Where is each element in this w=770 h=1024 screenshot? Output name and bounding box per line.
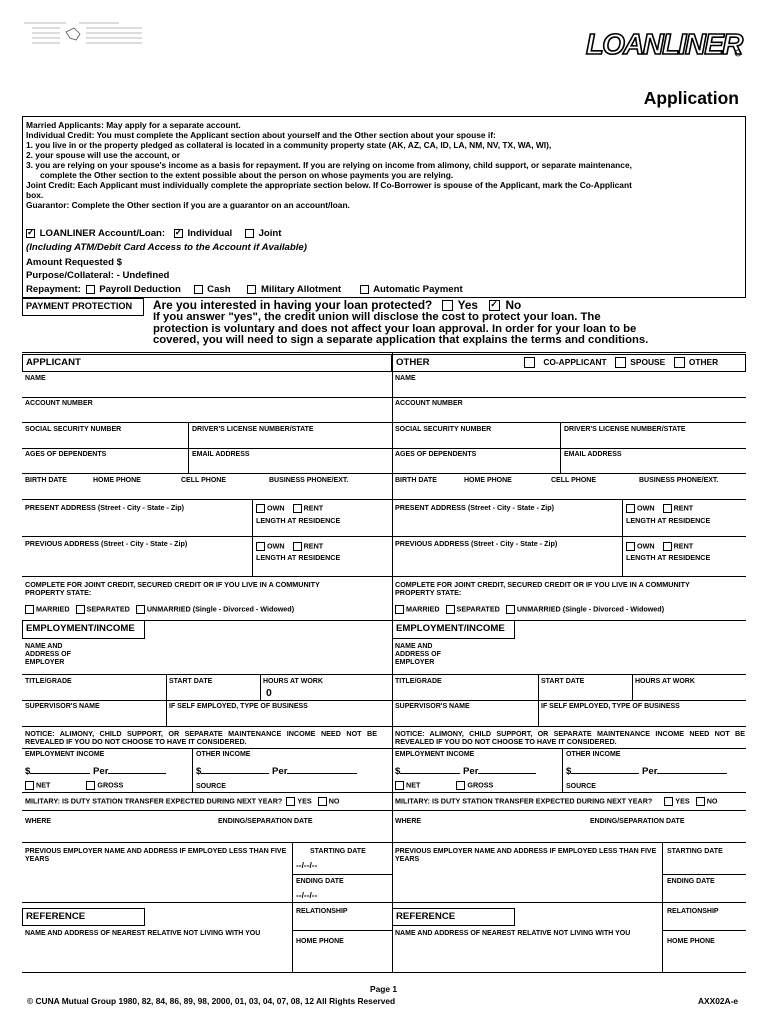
applicant-ending-date-value[interactable]: --/--/--: [296, 890, 318, 900]
other-birth-label: BIRTH DATE: [395, 477, 437, 484]
protection-line: protection is voluntary and does not affect your loan approval. In order for your loan to be: [153, 322, 637, 335]
intro-line: box.: [26, 190, 44, 200]
emp-income-period-field[interactable]: [108, 764, 166, 774]
applicant-previous-length-label: LENGTH AT RESIDENCE: [256, 553, 341, 562]
other-emp-income-row: [395, 764, 536, 778]
unmarried-label: UNMARRIED (Single - Divorced - Widowed): [146, 604, 295, 614]
individual-label: Individual: [187, 228, 233, 239]
rent-label: RENT: [303, 503, 324, 513]
grid-line: [166, 674, 167, 700]
other-income-period-field[interactable]: [287, 764, 357, 774]
account-type-row: [26, 228, 281, 240]
other-header: OTHER: [392, 354, 746, 372]
applicant-start-date-label: START DATE: [169, 678, 213, 685]
rent-label: RENT: [673, 503, 694, 513]
center-divider: [392, 352, 393, 972]
form-id: AXX02A-e: [698, 996, 739, 1006]
previous-rent-checkbox[interactable]: [293, 542, 302, 551]
grid-line: [260, 674, 261, 700]
other-supervisor-label: SUPERVISOR'S NAME: [395, 703, 470, 710]
grid-line: [538, 674, 539, 700]
other-previous-length-label: LENGTH AT RESIDENCE: [626, 553, 711, 562]
unmarried-checkbox[interactable]: [136, 605, 145, 614]
other-ending-date-label: ENDING DATE: [667, 878, 715, 885]
applicant-business-label: BUSINESS PHONE/EXT.: [269, 477, 349, 484]
other-present-rent-checkbox[interactable]: [663, 504, 672, 513]
protection-line: If you answer "yes", the credit union will disclose the cost to protect your loan. The: [153, 311, 601, 323]
other-previous-address-label: PREVIOUS ADDRESS (Street - City - State - Zip): [395, 539, 558, 548]
other-military-yes-checkbox[interactable]: [664, 797, 673, 806]
dollar-sign: $: [25, 766, 31, 777]
other-present-length-label: LENGTH AT RESIDENCE: [626, 516, 711, 525]
grid-line: [22, 792, 746, 793]
applicant-ages-label: AGES OF DEPENDENTS: [25, 451, 107, 458]
applicant-income-notice: NOTICE: ALIMONY, CHILD SUPPORT, OR SEPARATE MAINTENANCE INCOME NEED NOT BE REVEALED IF YOU DO NOT CHOOSE TO HAVE IT CONSIDERED.: [25, 729, 377, 746]
other-present-address-label: PRESENT ADDRESS (Street - City - State - Zip): [395, 503, 555, 512]
other-emp-income-label: EMPLOYMENT INCOME: [395, 751, 475, 758]
military-yes-checkbox[interactable]: [286, 797, 295, 806]
grid-line: [22, 748, 392, 749]
applicant-name-label: NAME: [25, 375, 46, 382]
intro-line: Married Applicants: May apply for a separate account.: [26, 120, 241, 130]
other-email-label: EMAIL ADDRESS: [564, 451, 622, 458]
other-dl-label: DRIVER'S LICENSE NUMBER/STATE: [564, 426, 686, 433]
applicant-previous-address-label: PREVIOUS ADDRESS (Street - City - State - Zip): [25, 539, 188, 548]
applicant-email-label: EMAIL ADDRESS: [192, 451, 250, 458]
other-net-gross: [395, 781, 493, 790]
payment-protection-header: PAYMENT PROTECTION: [22, 298, 144, 316]
grid-line: [392, 748, 746, 749]
present-own-checkbox[interactable]: [256, 504, 265, 513]
grid-line: [22, 972, 746, 973]
per-label: Per: [463, 766, 479, 777]
grid-line: [22, 352, 746, 353]
applicant-hours-value: 0: [266, 688, 272, 699]
dollar-sign: $: [395, 766, 401, 777]
intro-line: Guarantor: Complete the Other section if you are a guarantor on an account/loan.: [26, 200, 350, 210]
military-question: MILITARY: IS DUTY STATION TRANSFER EXPECTED DURING NEXT YEAR?: [395, 796, 653, 806]
other-marital-status: [395, 605, 664, 614]
other-business-label: BUSINESS PHONE/EXT.: [639, 477, 719, 484]
other-previous-rent-checkbox[interactable]: [663, 542, 672, 551]
military-yes-label: YES: [675, 796, 690, 806]
rent-label: RENT: [303, 541, 324, 551]
rent-label: RENT: [673, 541, 694, 551]
other-emp-income-period-field[interactable]: [478, 764, 536, 774]
own-label: OWN: [637, 503, 655, 513]
protection-no-label: No: [505, 298, 522, 312]
protection-yes-label: Yes: [457, 298, 478, 312]
spouse-checkbox[interactable]: [615, 357, 626, 368]
loanliner-logo: [584, 24, 744, 60]
separated-checkbox[interactable]: [76, 605, 85, 614]
loanliner-checkbox[interactable]: [26, 229, 35, 238]
other-self-employed-label: IF SELF EMPLOYED, TYPE OF BUSINESS: [541, 703, 680, 710]
other-present-own-checkbox[interactable]: [626, 504, 635, 513]
other-cell-label: CELL PHONE: [551, 477, 596, 484]
other-employer-label: NAME AND ADDRESS OF EMPLOYER: [395, 643, 441, 666]
emp-income-amount-field[interactable]: [30, 764, 90, 774]
other-income-amount-field[interactable]: [201, 764, 269, 774]
applicant-self-employed-label: IF SELF EMPLOYED, TYPE OF BUSINESS: [169, 703, 308, 710]
other-other-income-row: [566, 764, 727, 778]
other-ending-sep-label: ENDING/SEPARATION DATE: [590, 818, 685, 825]
married-checkbox[interactable]: [25, 605, 34, 614]
military-no-label: NO: [328, 796, 340, 806]
payroll-deduction-label: Payroll Deduction: [99, 284, 181, 295]
repayment-label: Repayment:: [26, 284, 81, 295]
gross-label: GROSS: [467, 780, 494, 790]
applicant-ending-date-label: ENDING DATE: [296, 878, 344, 885]
applicant-where-label: WHERE: [25, 818, 52, 825]
protection-no-checkbox[interactable]: [489, 300, 500, 311]
protection-line: covered, you will need to sign a separate application that explains the terms and conditions.: [153, 334, 649, 347]
military-allotment-label: Military Allotment: [260, 284, 342, 295]
other-ages-label: AGES OF DEPENDENTS: [395, 451, 477, 458]
other-reference-header: REFERENCE: [392, 908, 515, 926]
applicant-military-row: [25, 797, 339, 806]
grid-line: [22, 902, 746, 903]
grid-line: [562, 748, 563, 792]
grid-line: [22, 810, 746, 811]
separated-label: SEPARATED: [86, 604, 130, 614]
page-title: Application: [643, 88, 739, 108]
grid-line: [662, 842, 663, 972]
other-relationship-label: RELATIONSHIP: [667, 908, 719, 915]
other-source-label: SOURCE: [566, 783, 596, 790]
per-label: Per: [642, 766, 658, 777]
other-role-label: OTHER: [688, 357, 719, 367]
applicant-ref-home-phone-label: HOME PHONE: [296, 938, 344, 945]
protection-yes-checkbox[interactable]: [442, 300, 453, 311]
co-applicant-checkbox[interactable]: [524, 357, 535, 368]
applicant-previous-own-rent: [256, 542, 323, 551]
other-relative-label: NAME AND ADDRESS OF NEAREST RELATIVE NOT LIVING WITH YOU: [395, 930, 631, 937]
grid-line: [22, 674, 746, 675]
applicant-cell-label: CELL PHONE: [181, 477, 226, 484]
grid-line: [538, 700, 539, 726]
intro-line: 1. you live in or the property pledged as collateral is located in a community property state (AK, AZ, CA, ID, LA, NM, NV, TX, WA, WI),: [26, 140, 552, 150]
individual-checkbox[interactable]: [174, 229, 183, 238]
atm-note: (Including ATM/Debit Card Access to the Account if Available): [26, 242, 307, 253]
other-income-notice: NOTICE: ALIMONY, CHILD SUPPORT, OR SEPARATE MAINTENANCE INCOME NEED NOT BE REVEALED IF YOU DO NOT CHOOSE TO HAVE IT CONSIDERED.: [395, 729, 745, 746]
other-net-checkbox[interactable]: [395, 781, 404, 790]
applicant-present-address-label: PRESENT ADDRESS (Street - City - State - Zip): [25, 503, 185, 512]
present-rent-checkbox[interactable]: [293, 504, 302, 513]
applicant-starting-date-label: STARTING DATE: [310, 848, 366, 855]
applicant-employer-label: NAME AND ADDRESS OF EMPLOYER: [25, 643, 71, 666]
grid-line: [662, 930, 746, 931]
other-military-no-checkbox[interactable]: [696, 797, 705, 806]
other-other-income-amount-field[interactable]: [571, 764, 639, 774]
grid-line: [560, 422, 561, 473]
grid-line: [188, 422, 189, 473]
applicant-other-income-row: [196, 764, 357, 778]
address-fineprint-graphic: [24, 20, 144, 58]
other-other-income-label: OTHER INCOME: [566, 751, 621, 758]
other-emp-income-amount-field[interactable]: [400, 764, 460, 774]
other-start-date-label: START DATE: [541, 678, 585, 685]
grid-line: [166, 700, 167, 726]
other-present-own-rent: [626, 504, 693, 513]
protection-body: [153, 312, 693, 347]
grid-line: [22, 473, 746, 474]
credit-union-address-block: [24, 20, 144, 60]
grid-line: [622, 499, 623, 576]
applicant-source-label: SOURCE: [196, 783, 226, 790]
applicant-ending-sep-label: ENDING/SEPARATION DATE: [218, 818, 313, 825]
grid-line: [22, 726, 746, 727]
gross-label: GROSS: [97, 780, 124, 790]
grid-line: [22, 448, 746, 449]
own-label: OWN: [267, 541, 285, 551]
other-home-phone-label: HOME PHONE: [464, 477, 512, 484]
net-label: NET: [406, 780, 421, 790]
applicant-home-phone-label: HOME PHONE: [93, 477, 141, 484]
intro-line: 2. your spouse will use the account, or: [26, 150, 181, 160]
applicant-present-length-label: LENGTH AT RESIDENCE: [256, 516, 341, 525]
grid-line: [632, 674, 633, 700]
applicant-other-income-label: OTHER INCOME: [196, 751, 251, 758]
grid-line: [292, 842, 293, 972]
grid-line: [22, 576, 746, 577]
grid-line: [252, 499, 253, 576]
applicant-dl-label: DRIVER'S LICENSE NUMBER/STATE: [192, 426, 314, 433]
other-prev-employer-label: PREVIOUS EMPLOYER NAME AND ADDRESS IF EMPLOYED LESS THAN FIVE YEARS: [395, 848, 657, 863]
intro-line: complete the Other section to the extent possible about the person on whose payments you are relying.: [40, 170, 454, 180]
protection-question: Are you interested in having your loan protected?: [153, 298, 433, 312]
automatic-payment-checkbox[interactable]: [360, 285, 369, 294]
other-military-row: [395, 797, 717, 806]
other-employment-header: EMPLOYMENT/INCOME: [392, 620, 515, 639]
joint-checkbox[interactable]: [245, 229, 254, 238]
loanliner-account-label: LOANLINER Account/Loan:: [39, 228, 166, 239]
applicant-employment-header: EMPLOYMENT/INCOME: [22, 620, 145, 639]
dollar-sign: $: [196, 766, 202, 777]
purpose-collateral: Purpose/Collateral: - Undefined: [26, 270, 170, 281]
other-previous-own-checkbox[interactable]: [626, 542, 635, 551]
military-question: MILITARY: IS DUTY STATION TRANSFER EXPECTED DURING NEXT YEAR?: [25, 796, 283, 806]
grid-line: [292, 874, 392, 875]
other-hours-label: HOURS AT WORK: [635, 678, 695, 685]
intro-text: [26, 120, 744, 210]
other-previous-own-rent: [626, 542, 693, 551]
married-label: MARRIED: [36, 604, 70, 614]
applicant-present-own-rent: [256, 504, 323, 513]
cash-label: Cash: [207, 284, 231, 295]
grid-line: [192, 748, 193, 792]
grid-line: [22, 499, 746, 500]
applicant-title-grade-label: TITLE/GRADE: [25, 678, 72, 685]
joint-label: Joint: [258, 228, 282, 239]
own-label: OWN: [267, 503, 285, 513]
per-label: Per: [93, 766, 109, 777]
other-other-income-period-field[interactable]: [657, 764, 727, 774]
unmarried-label: UNMARRIED (Single - Divorced - Widowed): [516, 604, 665, 614]
military-no-checkbox[interactable]: [318, 797, 327, 806]
grid-line: [22, 422, 746, 423]
applicant-hours-label: HOURS AT WORK: [263, 678, 323, 685]
other-name-label: NAME: [395, 375, 416, 382]
applicant-starting-date-value[interactable]: --/--/--: [296, 860, 318, 870]
automatic-payment-label: Automatic Payment: [373, 284, 463, 295]
own-label: OWN: [637, 541, 655, 551]
copyright: © CUNA Mutual Group 1980, 82, 84, 86, 89, 98, 2000, 01, 03, 04, 07, 08, 12 All Rights Reserved: [27, 996, 396, 1006]
other-role-options: [524, 357, 718, 368]
applicant-birth-label: BIRTH DATE: [25, 477, 67, 484]
payroll-deduction-checkbox[interactable]: [86, 285, 95, 294]
other-gross-checkbox[interactable]: [456, 781, 465, 790]
gross-checkbox[interactable]: [86, 781, 95, 790]
previous-own-checkbox[interactable]: [256, 542, 265, 551]
separated-label: SEPARATED: [456, 604, 500, 614]
other-ref-home-phone-label: HOME PHONE: [667, 938, 715, 945]
loanliner-logo-graphic: [584, 24, 744, 60]
per-label: Per: [272, 766, 288, 777]
applicant-emp-income-row: [25, 764, 166, 778]
applicant-relationship-label: RELATIONSHIP: [296, 908, 348, 915]
intro-line: Joint Credit: Each Applicant must individually complete the appropriate section below. If Co-Borrower is spouse of the Applicant, mark the Co-Applicant: [26, 180, 632, 190]
married-label: MARRIED: [406, 604, 440, 614]
other-married-checkbox[interactable]: [395, 605, 404, 614]
other-separated-checkbox[interactable]: [446, 605, 455, 614]
amount-requested: Amount Requested $: [26, 257, 122, 268]
military-yes-label: YES: [297, 796, 312, 806]
military-allotment-checkbox[interactable]: [247, 285, 256, 294]
other-starting-date-label: STARTING DATE: [667, 848, 723, 855]
grid-line: [22, 397, 746, 398]
other-account-number-label: ACCOUNT NUMBER: [395, 400, 463, 407]
other-title-grade-label: TITLE/GRADE: [395, 678, 442, 685]
grid-line: [292, 930, 392, 931]
military-no-label: NO: [706, 796, 718, 806]
applicant-net-gross: [25, 781, 123, 790]
co-applicant-label: CO-APPLICANT: [543, 357, 607, 367]
applicant-header: APPLICANT: [22, 354, 392, 372]
applicant-prev-employer-label: PREVIOUS EMPLOYER NAME AND ADDRESS IF EMPLOYED LESS THAN FIVE YEARS: [25, 848, 287, 863]
grid-line: [22, 700, 746, 701]
spouse-label: SPOUSE: [630, 357, 666, 367]
net-checkbox[interactable]: [25, 781, 34, 790]
applicant-emp-income-label: EMPLOYMENT INCOME: [25, 751, 105, 758]
applicant-account-number-label: ACCOUNT NUMBER: [25, 400, 93, 407]
grid-line: [22, 842, 746, 843]
intro-line: 3. you are relying on your spouse's income as a basis for repayment. If you are relying on income from alimony, child support, or separate maintenance,: [26, 160, 632, 170]
page-number: Page 1: [370, 984, 398, 994]
applicant-relative-label: NAME AND ADDRESS OF NEAREST RELATIVE NOT LIVING WITH YOU: [25, 930, 261, 937]
applicant-reference-header: REFERENCE: [22, 908, 145, 926]
logo-lettering: LOANLINER: [586, 29, 742, 60]
applicant-marital-status: [25, 605, 294, 614]
applicant-community-note: COMPLETE FOR JOINT CREDIT, SECURED CREDIT OR IF YOU LIVE IN A COMMUNITY PROPERTY STATE:: [25, 580, 320, 597]
other-where-label: WHERE: [395, 818, 422, 825]
intro-line: Individual Credit: You must complete the Applicant section about yourself and the Other section about your spouse if:: [26, 130, 496, 140]
repayment-row: [26, 284, 463, 296]
net-label: NET: [36, 780, 51, 790]
applicant-supervisor-label: SUPERVISOR'S NAME: [25, 703, 100, 710]
other-unmarried-checkbox[interactable]: [506, 605, 515, 614]
dollar-sign: $: [566, 766, 572, 777]
other-ssn-label: SOCIAL SECURITY NUMBER: [395, 426, 492, 433]
other-role-checkbox[interactable]: [674, 357, 685, 368]
cash-checkbox[interactable]: [194, 285, 203, 294]
grid-line: [662, 874, 746, 875]
applicant-ssn-label: SOCIAL SECURITY NUMBER: [25, 426, 122, 433]
grid-line: [22, 536, 746, 537]
other-community-note: COMPLETE FOR JOINT CREDIT, SECURED CREDIT OR IF YOU LIVE IN A COMMUNITY PROPERTY STATE:: [395, 580, 690, 597]
